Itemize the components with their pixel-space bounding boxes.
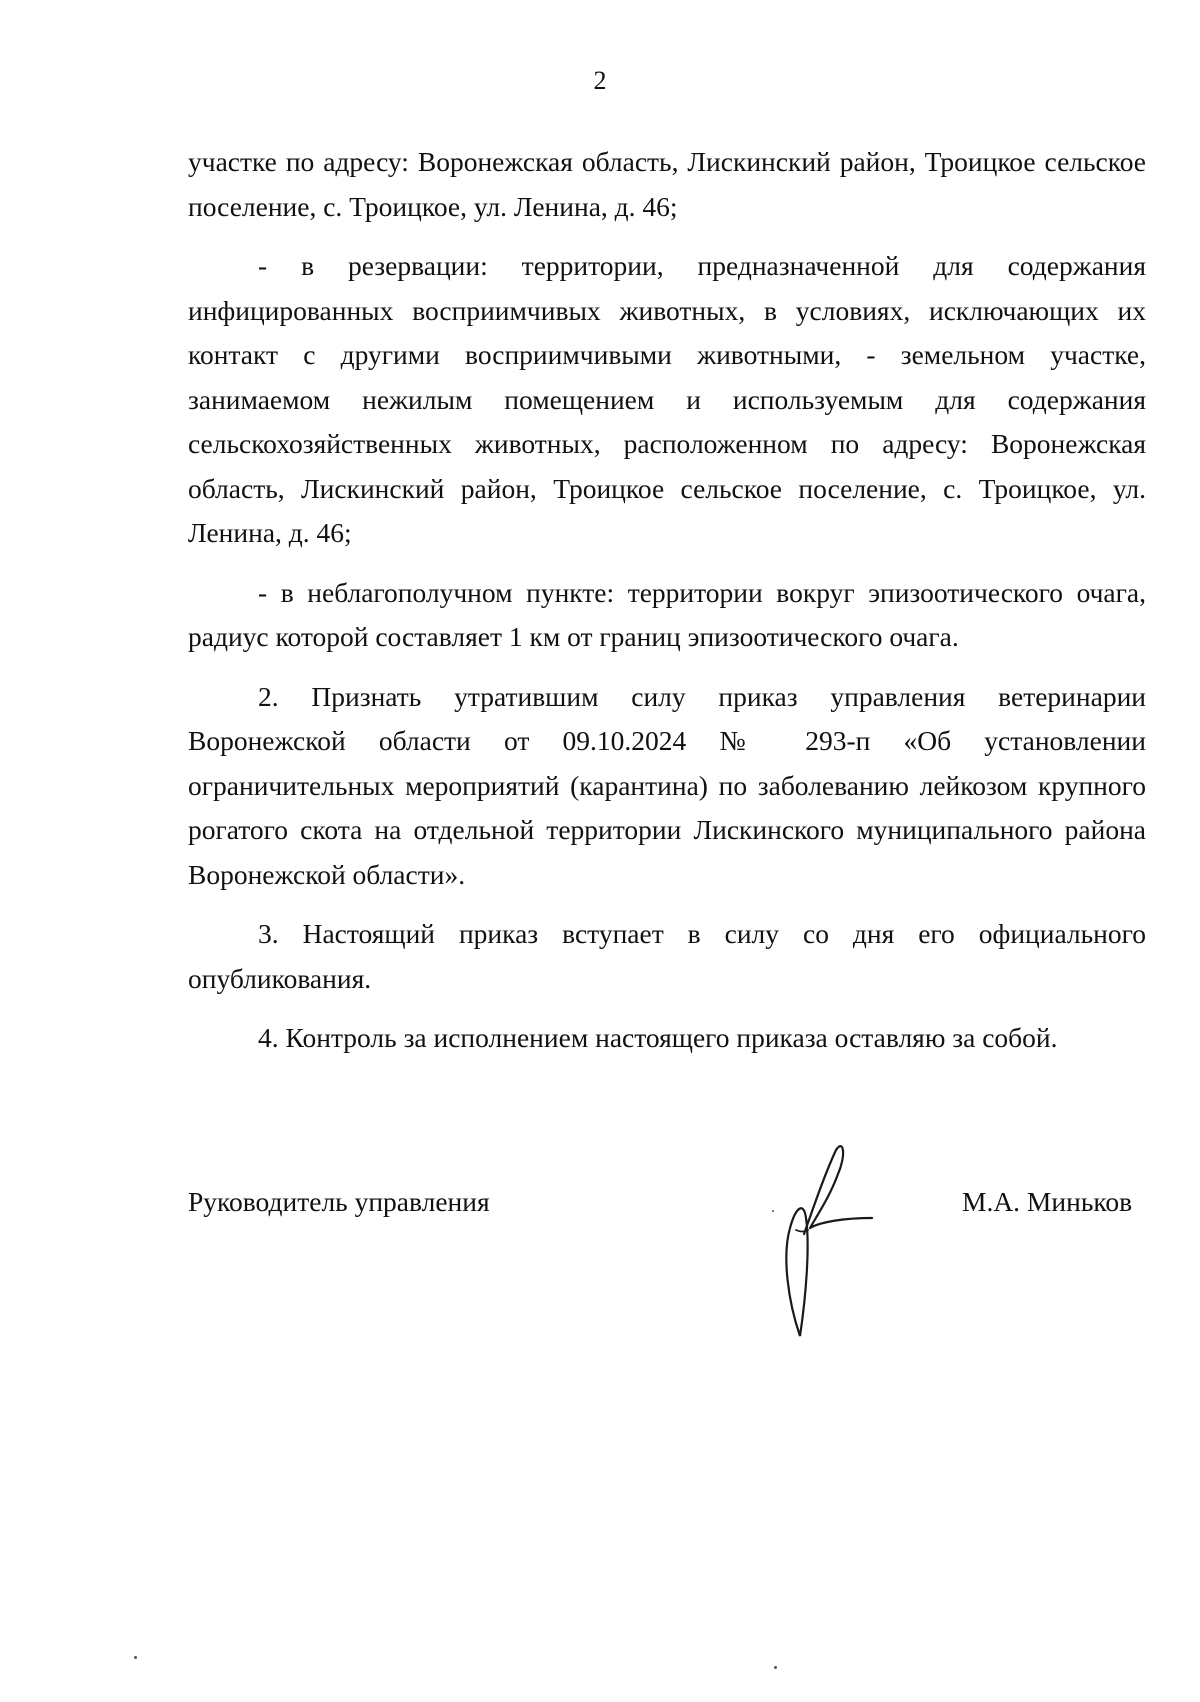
scan-speck (774, 1666, 777, 1669)
document-body (188, 140, 1146, 1061)
paragraph-unfavorable-point: - в неблагополучном пункте: территории вокруг эпизоотического очага, радиус которой составляет 1 км от границ эпизоотического очага. (188, 576, 1146, 652)
page-number: 2 (593, 66, 607, 95)
scan-speck (134, 1656, 137, 1659)
signer-name: М.А. Миньков (962, 1186, 1133, 1217)
paragraph-item-3: 3. Настоящий приказ вступает в силу со дня его официального опубликования. (188, 918, 1146, 994)
signer-position: Руководитель управления (188, 1186, 490, 1217)
scan-speck (772, 1210, 774, 1212)
paragraph-item-4: 4. Контроль за исполнением настоящего приказа оставляю за собой. (258, 1022, 1058, 1053)
paragraph-item-2: 2. Признать утратившим силу приказ управления ветеринарии Воронежской области от 09.10.2024 № 293-п «Об установлении ограничительных мероприятий (карантина) по заболеванию лейкозом крупного рогатого скота на отдельной территории Лискинского муниципального района Воронежской области». (188, 680, 1146, 890)
paragraph-reservation: - в резервации: территории, предназначенной для содержания инфицированных восприимчивых животных, в условиях, исключающих их контакт с другими восприимчивыми животными, - земельном участке, занимаемом нежилым помещением и используемым для содержания сельскохозяйственных животных, расположенном по адресу: Воронежская область, Лискинский район, Троицкое сельское поселение, с. Троицкое, ул. Ленина, д. 46; (188, 250, 1146, 548)
paragraph-address-continuation: участке по адресу: Воронежская область, Лискинский район, Троицкое сельское поселение, с. Троицкое, ул. Ленина, д. 46; (188, 146, 1146, 222)
handwritten-signature-icon (760, 1136, 890, 1356)
signature-block (0, 1180, 1200, 1360)
